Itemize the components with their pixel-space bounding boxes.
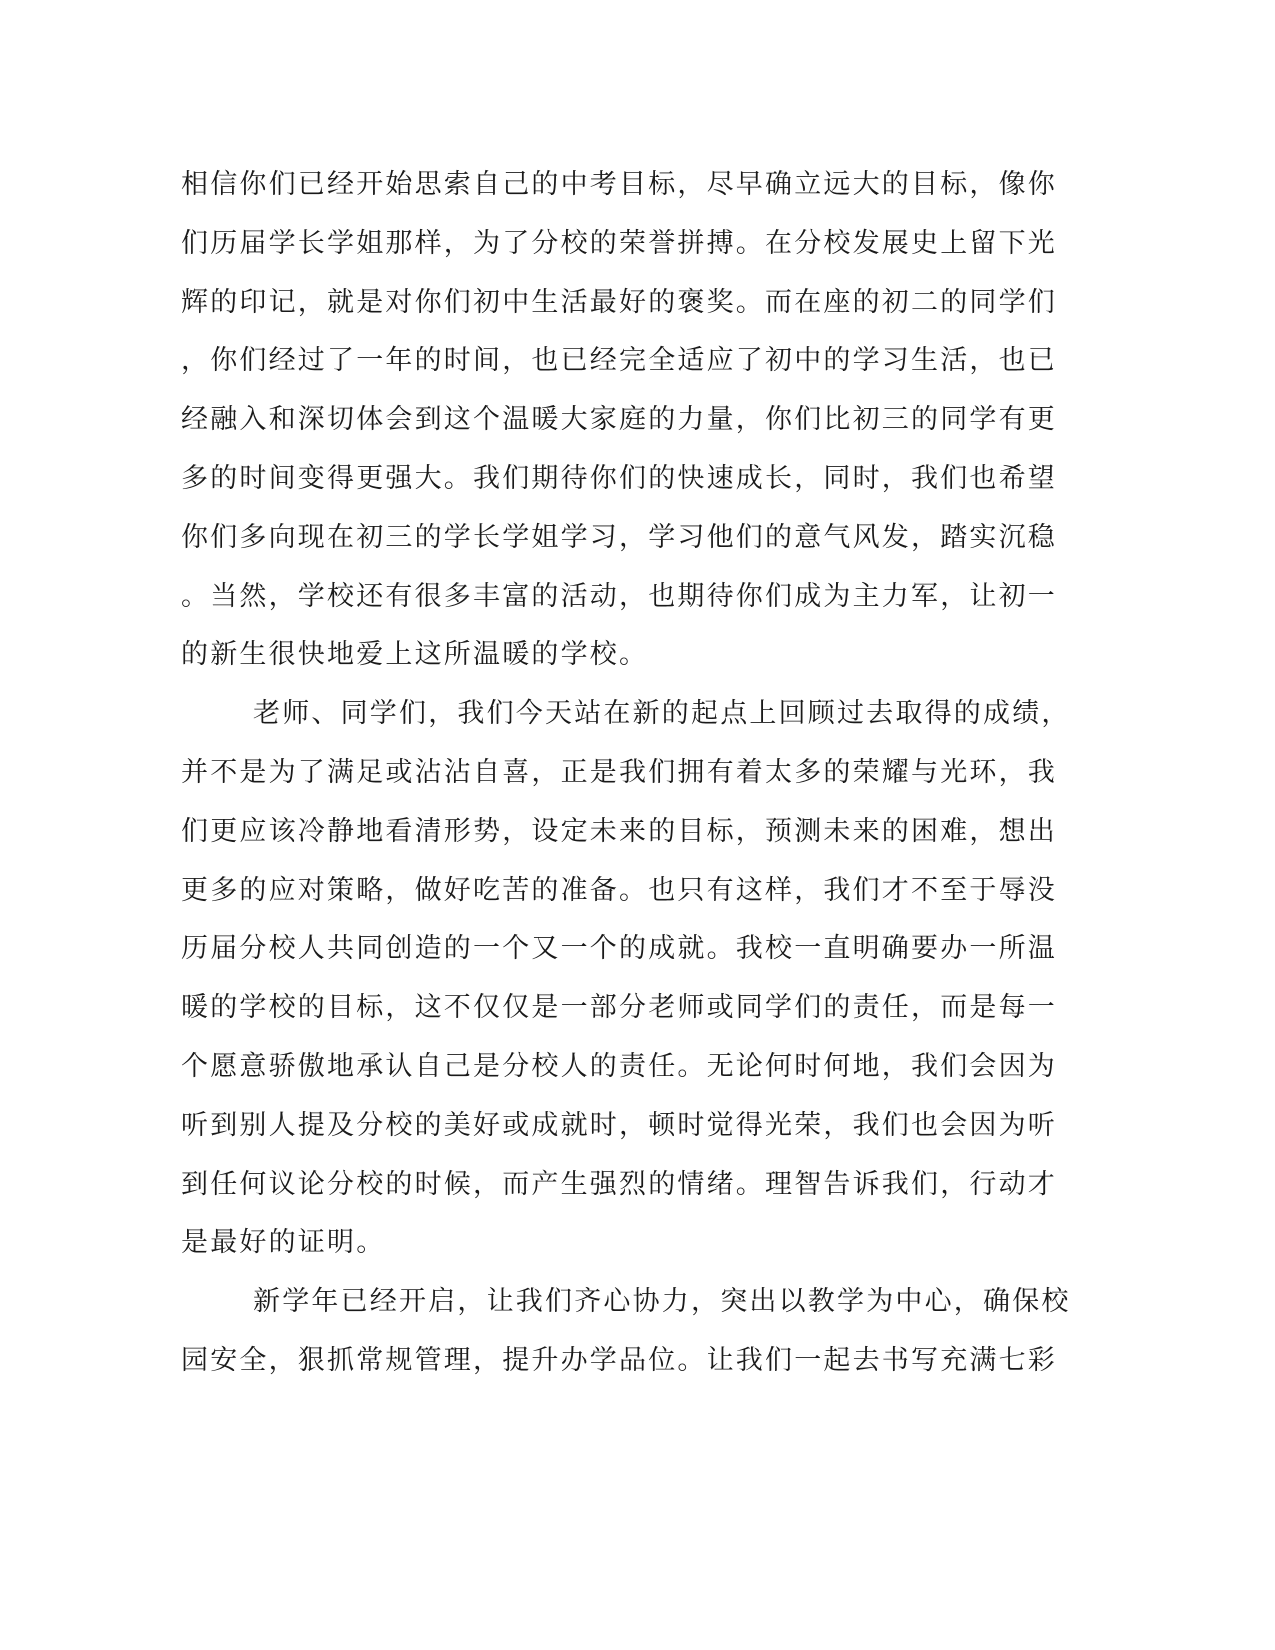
text-line: 暖的学校的目标，这不仅仅是一部分老师或同学们的责任，而是每一: [181, 992, 1057, 1024]
text-line: 的新生很快地爱上这所温暖的学校。: [181, 639, 649, 671]
paragraph: [181, 1273, 1071, 1391]
text-line: 听到别人提及分校的美好或成就时，顿时觉得光荣，我们也会因为听: [181, 1109, 1057, 1141]
text-line: 更多的应对策略，做好吃苦的准备。也只有这样，我们才不至于辱没: [181, 874, 1057, 906]
text-line: 们更应该冷静地看清形势，设定未来的目标，预测未来的困难，想出: [181, 815, 1057, 847]
text-line: 是最好的证明。: [181, 1227, 386, 1259]
text-line: 个愿意骄傲地承认自己是分校人的责任。无论何时何地，我们会因为: [181, 1050, 1057, 1082]
text-line: 辉的印记，就是对你们初中生活最好的褒奖。而在座的初二的同学们: [181, 286, 1057, 318]
text-line: 经融入和深切体会到这个温暖大家庭的力量，你们比初三的同学有更: [181, 404, 1057, 436]
text-line: 们历届学长学姐那样，为了分校的荣誉拼搏。在分校发展史上留下光: [181, 227, 1057, 259]
text-line: 并不是为了满足或沾沾自喜，正是我们拥有着太多的荣耀与光环，我: [181, 756, 1057, 788]
body-text: [181, 156, 1071, 1391]
paragraph: [181, 685, 1071, 1273]
text-line: 你们多向现在初三的学长学姐学习，学习他们的意气风发，踏实沉稳: [181, 521, 1057, 553]
text-line: 新学年已经开启，让我们齐心协力，突出以教学为中心，确保校: [253, 1286, 1071, 1318]
text-line: 老师、同学们，我们今天站在新的起点上回顾过去取得的成绩，: [253, 698, 1071, 730]
text-line: 园安全，狠抓常规管理，提升办学品位。让我们一起去书写充满七彩: [181, 1344, 1057, 1376]
paragraph: [181, 156, 1057, 685]
text-line: 。当然，学校还有很多丰富的活动，也期待你们成为主力军，让初一: [181, 580, 1057, 612]
text-line: 相信你们已经开始思索自己的中考目标，尽早确立远大的目标，像你: [181, 169, 1057, 200]
text-line: 历届分校人共同创造的一个又一个的成就。我校一直明确要办一所温: [181, 933, 1057, 965]
text-line: 多的时间变得更强大。我们期待你们的快速成长，同时，我们也希望: [181, 462, 1057, 494]
text-line: ，你们经过了一年的时间，也已经完全适应了初中的学习生活，也已: [181, 345, 1057, 377]
text-line: 到任何议论分校的时候，而产生强烈的情绪。理智告诉我们，行动才: [181, 1168, 1057, 1200]
